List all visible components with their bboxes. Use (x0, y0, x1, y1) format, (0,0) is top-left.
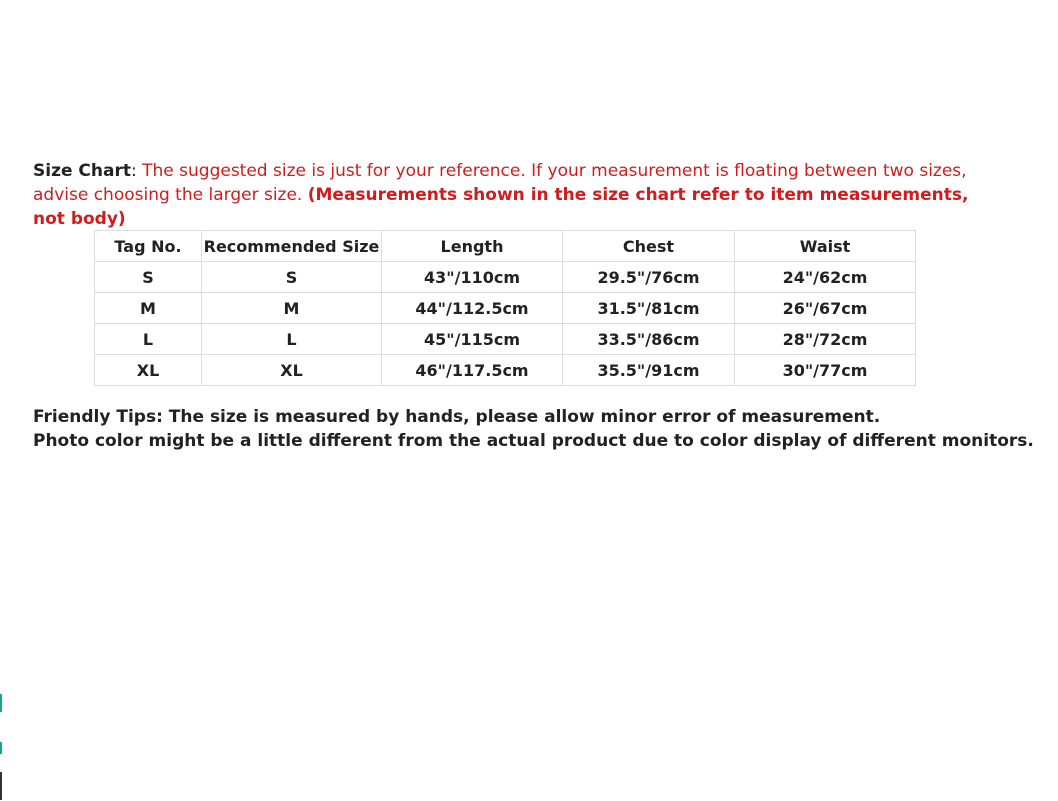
cell-tag-no: L (95, 324, 202, 355)
cell-waist: 24"/62cm (735, 262, 916, 293)
cell-waist: 30"/77cm (735, 355, 916, 386)
cell-recommended-size: S (202, 262, 382, 293)
friendly-tips (33, 405, 1034, 453)
cell-tag-no: S (95, 262, 202, 293)
cell-recommended-size: L (202, 324, 382, 355)
table-row (95, 293, 916, 324)
size-chart-colon: : (130, 161, 137, 181)
size-table (94, 230, 916, 386)
cell-length: 45"/115cm (382, 324, 563, 355)
cell-recommended-size: XL (202, 355, 382, 386)
cell-waist: 26"/67cm (735, 293, 916, 324)
header-recommended-size: Recommended Size (202, 231, 382, 262)
edge-mark (0, 694, 2, 712)
size-chart-label: Size Chart (33, 161, 131, 181)
cell-tag-no: XL (95, 355, 202, 386)
table-row (95, 324, 916, 355)
cell-length: 46"/117.5cm (382, 355, 563, 386)
header-tag-no: Tag No. (95, 231, 202, 262)
tips-line-color: Photo color might be a little different from the actual product due to color display of different monitors. (33, 431, 1034, 451)
cell-chest: 35.5"/91cm (563, 355, 735, 386)
tips-line-measurement: Friendly Tips: The size is measured by hands, please allow minor error of measurement. (33, 407, 881, 427)
header-length: Length (382, 231, 563, 262)
cell-chest: 29.5"/76cm (563, 262, 735, 293)
size-chart-note: The suggested size is just for your reference. If your measurement is floating between two sizes, advise choosing the larger size. (33, 161, 967, 205)
header-chest: Chest (563, 231, 735, 262)
edge-mark (0, 772, 2, 800)
cell-chest: 31.5"/81cm (563, 293, 735, 324)
cell-recommended-size: M (202, 293, 382, 324)
cell-tag-no: M (95, 293, 202, 324)
size-chart-emphasis: (Measurements shown in the size chart refer to item measurements, not body) (33, 185, 969, 229)
edge-mark (0, 742, 2, 754)
table-header-row (95, 231, 916, 262)
cell-chest: 33.5"/86cm (563, 324, 735, 355)
table-row (95, 262, 916, 293)
table-row (95, 355, 916, 386)
cell-length: 43"/110cm (382, 262, 563, 293)
cell-waist: 28"/72cm (735, 324, 916, 355)
cell-length: 44"/112.5cm (382, 293, 563, 324)
size-chart-intro (33, 159, 993, 231)
header-waist: Waist (735, 231, 916, 262)
